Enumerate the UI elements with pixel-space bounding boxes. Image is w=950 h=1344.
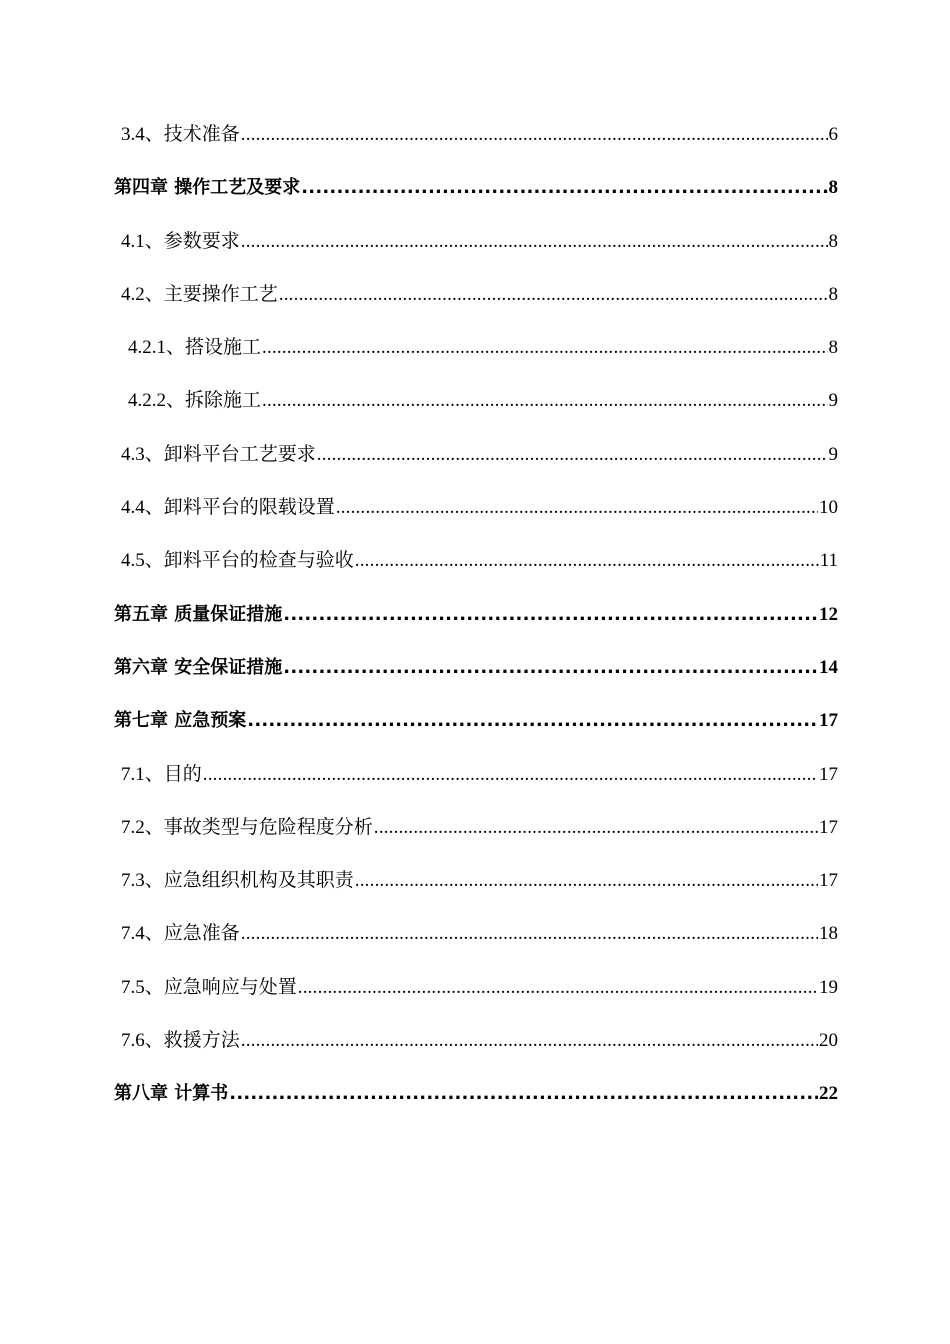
- toc-entry-title: 7.5、应急响应与处置: [121, 976, 297, 998]
- toc-dot-leader: [298, 971, 818, 1005]
- toc-entry[interactable]: [114, 1077, 838, 1130]
- toc-dot-leader: [247, 704, 818, 738]
- table-of-contents: [114, 118, 838, 1131]
- toc-entry-title: 7.1、目的: [121, 763, 202, 785]
- toc-dot-leader: [262, 331, 827, 365]
- toc-entry-title: 第六章 安全保证措施: [114, 656, 283, 678]
- toc-entry-title: 4.2.1、搭设施工: [128, 337, 262, 359]
- toc-entry[interactable]: [114, 811, 838, 864]
- toc-page-number: 17: [819, 763, 838, 785]
- toc-entry-title: 第四章 操作工艺及要求: [114, 177, 301, 199]
- toc-page-number: 11: [819, 550, 838, 572]
- toc-entry[interactable]: [114, 278, 838, 331]
- toc-dot-leader: [241, 1024, 818, 1058]
- toc-dot-leader: [301, 171, 827, 205]
- toc-page-number: 9: [828, 443, 838, 465]
- toc-entry[interactable]: [114, 118, 838, 171]
- toc-page-number: 12: [819, 603, 838, 625]
- toc-dot-leader: [355, 864, 818, 898]
- toc-entry-title: 第七章 应急预案: [114, 710, 247, 732]
- toc-page-number: 18: [819, 923, 838, 945]
- toc-entry[interactable]: [114, 598, 838, 651]
- toc-page-number: 9: [828, 390, 838, 412]
- toc-entry-title: 第五章 质量保证措施: [114, 603, 283, 625]
- toc-entry-title: 7.3、应急组织机构及其职责: [121, 870, 354, 892]
- toc-entry[interactable]: [114, 1024, 838, 1077]
- toc-entry-title: 4.5、卸料平台的检查与验收: [121, 550, 354, 572]
- toc-entry[interactable]: [114, 225, 838, 278]
- toc-entry-title: 4.3、卸料平台工艺要求: [121, 443, 316, 465]
- toc-entry[interactable]: [114, 758, 838, 811]
- toc-entry-title: 4.4、卸料平台的限载设置: [121, 497, 335, 519]
- toc-page-number: 8: [828, 337, 838, 359]
- toc-dot-leader: [336, 491, 818, 525]
- toc-page-number: 10: [819, 497, 838, 519]
- toc-page-number: 17: [819, 710, 838, 732]
- toc-entry[interactable]: [114, 917, 838, 970]
- toc-entry[interactable]: [114, 971, 838, 1024]
- toc-entry-title: 7.2、事故类型与危险程度分析: [121, 816, 373, 838]
- toc-dot-leader: [241, 225, 828, 259]
- toc-page-number: 19: [819, 976, 838, 998]
- toc-dot-leader: [283, 651, 818, 685]
- toc-dot-leader: [241, 118, 828, 152]
- toc-entry-title: 7.4、应急准备: [121, 923, 240, 945]
- toc-entry[interactable]: [114, 491, 838, 544]
- toc-dot-leader: [279, 278, 828, 312]
- toc-entry-title: 4.2、主要操作工艺: [121, 283, 278, 305]
- toc-page-number: 8: [828, 230, 838, 252]
- toc-dot-leader: [283, 598, 818, 632]
- toc-entry-title: 第八章 计算书: [114, 1083, 229, 1105]
- toc-page-number: 22: [819, 1083, 838, 1105]
- toc-page-number: 8: [828, 177, 838, 199]
- toc-page-number: 17: [819, 816, 838, 838]
- toc-entry[interactable]: [114, 651, 838, 704]
- toc-dot-leader: [229, 1077, 818, 1111]
- toc-entry[interactable]: [114, 331, 838, 384]
- toc-entry[interactable]: [114, 171, 838, 224]
- toc-entry[interactable]: [114, 704, 838, 757]
- toc-entry-title: 7.6、救援方法: [121, 1030, 240, 1052]
- toc-entry[interactable]: [114, 438, 838, 491]
- toc-dot-leader: [262, 384, 827, 418]
- toc-page-number: 17: [819, 870, 838, 892]
- toc-entry[interactable]: [114, 544, 838, 597]
- toc-dot-leader: [374, 811, 818, 845]
- toc-page-number: 14: [819, 656, 838, 678]
- toc-dot-leader: [355, 544, 819, 578]
- toc-entry[interactable]: [114, 384, 838, 437]
- toc-entry-title: 4.2.2、拆除施工: [128, 390, 262, 412]
- toc-page-number: 8: [828, 283, 838, 305]
- toc-entry[interactable]: [114, 864, 838, 917]
- toc-entry-title: 4.1、参数要求: [121, 230, 240, 252]
- toc-entry-title: 3.4、技术准备: [121, 124, 240, 145]
- toc-page-number: 6: [828, 124, 838, 145]
- toc-dot-leader: [317, 438, 828, 472]
- toc-dot-leader: [203, 758, 818, 792]
- toc-page-number: 20: [819, 1030, 838, 1052]
- toc-dot-leader: [241, 917, 818, 951]
